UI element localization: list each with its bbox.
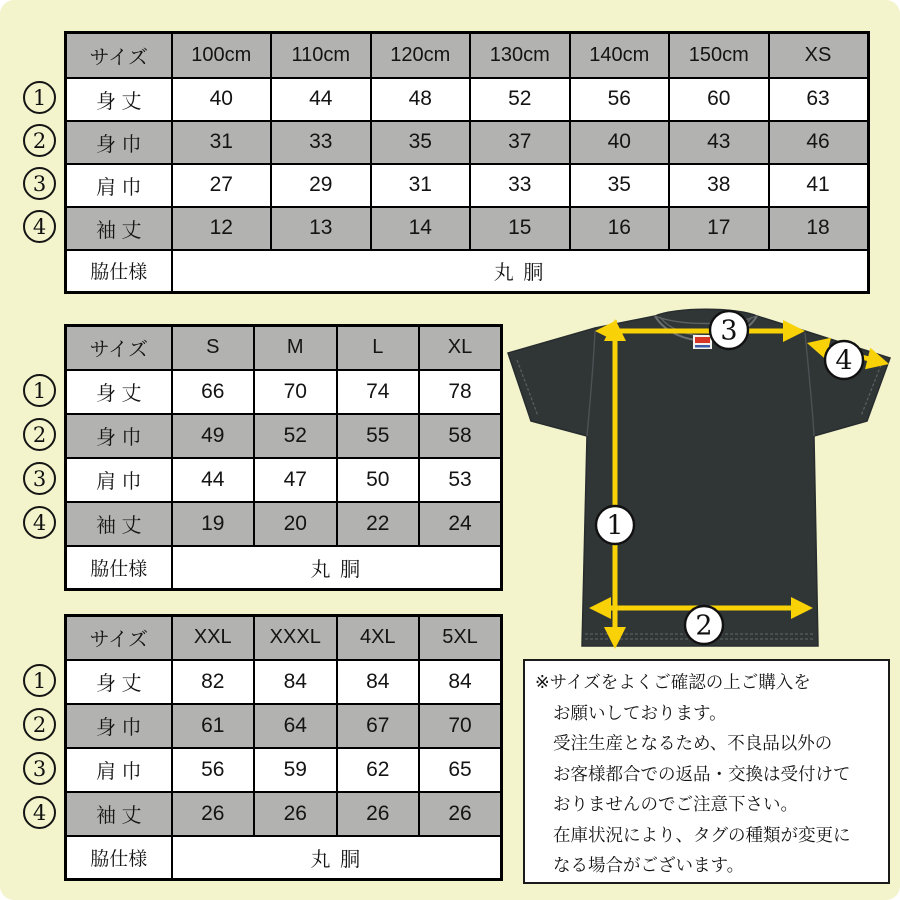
- side-spec-value: 丸 胴: [172, 836, 502, 880]
- circled-row-number-2: 2: [23, 418, 56, 451]
- size-column-header: 4XL: [337, 616, 420, 660]
- size-value-cell: 56: [570, 78, 670, 121]
- size-column-header: S: [172, 326, 255, 370]
- size-value-cell: 33: [271, 121, 371, 164]
- plus-table-grid: [64, 614, 503, 881]
- size-value-cell: 61: [172, 704, 255, 748]
- diagram-marker-2: [685, 606, 723, 644]
- circled-row-number-2: 2: [23, 708, 56, 741]
- size-column-header: 100cm: [172, 33, 272, 78]
- size-value-cell: 40: [172, 78, 272, 121]
- size-value-cell: 26: [254, 792, 337, 836]
- svg-text:4: 4: [835, 345, 853, 377]
- svg-text:3: 3: [720, 315, 738, 347]
- size-column-header: 130cm: [470, 33, 570, 78]
- circled-row-number-2: 2: [23, 124, 56, 157]
- circled-row-number-4: 4: [23, 210, 56, 243]
- notice-box: [523, 659, 890, 884]
- size-value-cell: 14: [371, 207, 471, 250]
- row-label: 肩 巾: [66, 458, 172, 502]
- size-value-cell: 82: [172, 660, 255, 704]
- size-value-cell: 26: [419, 792, 502, 836]
- row-label: 肩 巾: [66, 164, 172, 207]
- size-value-cell: 46: [769, 121, 869, 164]
- size-column-header: XL: [419, 326, 502, 370]
- size-value-cell: 62: [337, 748, 420, 792]
- size-value-cell: 44: [271, 78, 371, 121]
- size-value-cell: 27: [172, 164, 272, 207]
- size-value-cell: 35: [371, 121, 471, 164]
- adult-table-grid: [64, 324, 503, 591]
- adult-size-table: [32, 324, 503, 591]
- size-header-cell: サイズ: [66, 616, 172, 660]
- kids-table-grid: [64, 31, 870, 294]
- notice-line: なる場合がございます。: [553, 855, 745, 875]
- size-value-cell: 33: [470, 164, 570, 207]
- row-label: 身 丈: [66, 660, 172, 704]
- size-value-cell: 49: [172, 414, 255, 458]
- size-value-cell: 31: [172, 121, 272, 164]
- notice-line: お客様都合での返品・交換は受付けて: [553, 763, 851, 784]
- size-value-cell: 15: [470, 207, 570, 250]
- circled-row-number-1: 1: [23, 664, 56, 697]
- size-value-cell: 26: [172, 792, 255, 836]
- size-value-cell: 24: [419, 502, 502, 546]
- size-value-cell: 37: [470, 121, 570, 164]
- diagram-marker-1: [596, 506, 634, 544]
- size-value-cell: 66: [172, 370, 255, 414]
- kids-size-table: [32, 31, 870, 294]
- row-label: 身 巾: [66, 704, 172, 748]
- notice-line: お願いしております。: [553, 702, 727, 723]
- size-column-header: 110cm: [271, 33, 371, 78]
- size-value-cell: 38: [669, 164, 769, 207]
- size-value-cell: 31: [371, 164, 471, 207]
- side-spec-value: 丸 胴: [172, 250, 869, 293]
- circled-row-number-3: 3: [23, 167, 56, 200]
- size-column-header: 150cm: [669, 33, 769, 78]
- circled-row-number-3: 3: [23, 752, 56, 785]
- size-value-cell: 17: [669, 207, 769, 250]
- notice-line: ※サイズをよくご確認の上ご購入を: [535, 672, 811, 692]
- notice-line: おりませんのでご注意下さい。: [553, 794, 798, 814]
- side-spec-label: 脇仕様: [66, 250, 172, 293]
- row-label: 袖 丈: [66, 792, 172, 836]
- size-value-cell: 48: [371, 78, 471, 121]
- size-value-cell: 50: [337, 458, 420, 502]
- size-value-cell: 52: [470, 78, 570, 121]
- row-label: 肩 巾: [66, 748, 172, 792]
- circled-row-number-3: 3: [23, 462, 56, 495]
- size-column-header: XXXL: [254, 616, 337, 660]
- diagram-marker-3: [710, 311, 748, 349]
- svg-text:2: 2: [695, 610, 713, 642]
- size-value-cell: 18: [769, 207, 869, 250]
- size-value-cell: 52: [254, 414, 337, 458]
- size-value-cell: 70: [419, 704, 502, 748]
- size-value-cell: 12: [172, 207, 272, 250]
- size-value-cell: 40: [570, 121, 670, 164]
- circled-row-number-1: 1: [23, 374, 56, 407]
- size-value-cell: 55: [337, 414, 420, 458]
- size-column-header: 120cm: [371, 33, 471, 78]
- circled-row-number-4: 4: [23, 796, 56, 829]
- size-column-header: L: [337, 326, 420, 370]
- row-label: 袖 丈: [66, 502, 172, 546]
- size-column-header: XS: [769, 33, 869, 78]
- size-column-header: 140cm: [570, 33, 670, 78]
- size-value-cell: 78: [419, 370, 502, 414]
- size-value-cell: 56: [172, 748, 255, 792]
- size-value-cell: 67: [337, 704, 420, 748]
- row-label: 身 丈: [66, 370, 172, 414]
- notice-line: 受注生産となるため、不良品以外の: [553, 733, 833, 753]
- row-label: 身 丈: [66, 78, 172, 121]
- row-label: 身 巾: [66, 121, 172, 164]
- size-header-cell: サイズ: [66, 326, 172, 370]
- row-label: 身 巾: [66, 414, 172, 458]
- notice-line: 在庫状況により、タグの種類が変更に: [553, 824, 851, 845]
- size-value-cell: 43: [669, 121, 769, 164]
- size-value-cell: 16: [570, 207, 670, 250]
- size-value-cell: 84: [254, 660, 337, 704]
- side-spec-label: 脇仕様: [66, 546, 172, 590]
- size-value-cell: 44: [172, 458, 255, 502]
- size-header-cell: サイズ: [66, 33, 172, 78]
- diagram-marker-4: [825, 341, 863, 379]
- size-value-cell: 29: [271, 164, 371, 207]
- size-value-cell: 41: [769, 164, 869, 207]
- row-label: 袖 丈: [66, 207, 172, 250]
- size-value-cell: 59: [254, 748, 337, 792]
- tshirt-measurement-diagram: [505, 303, 895, 655]
- size-column-header: M: [254, 326, 337, 370]
- size-value-cell: 20: [254, 502, 337, 546]
- size-value-cell: 64: [254, 704, 337, 748]
- brand-tag-icon: [693, 335, 712, 349]
- size-value-cell: 60: [669, 78, 769, 121]
- size-value-cell: 74: [337, 370, 420, 414]
- size-value-cell: 53: [419, 458, 502, 502]
- size-value-cell: 22: [337, 502, 420, 546]
- plus-size-table: [32, 614, 503, 881]
- size-value-cell: 58: [419, 414, 502, 458]
- circled-row-number-4: 4: [23, 506, 56, 539]
- size-value-cell: 26: [337, 792, 420, 836]
- size-column-header: 5XL: [419, 616, 502, 660]
- size-value-cell: 63: [769, 78, 869, 121]
- size-value-cell: 84: [419, 660, 502, 704]
- size-column-header: XXL: [172, 616, 255, 660]
- size-value-cell: 65: [419, 748, 502, 792]
- size-value-cell: 70: [254, 370, 337, 414]
- size-value-cell: 35: [570, 164, 670, 207]
- side-spec-value: 丸 胴: [172, 546, 502, 590]
- size-value-cell: 84: [337, 660, 420, 704]
- side-spec-label: 脇仕様: [66, 836, 172, 880]
- size-value-cell: 47: [254, 458, 337, 502]
- size-value-cell: 13: [271, 207, 371, 250]
- svg-text:1: 1: [606, 510, 624, 542]
- size-value-cell: 19: [172, 502, 255, 546]
- circled-row-number-1: 1: [23, 81, 56, 114]
